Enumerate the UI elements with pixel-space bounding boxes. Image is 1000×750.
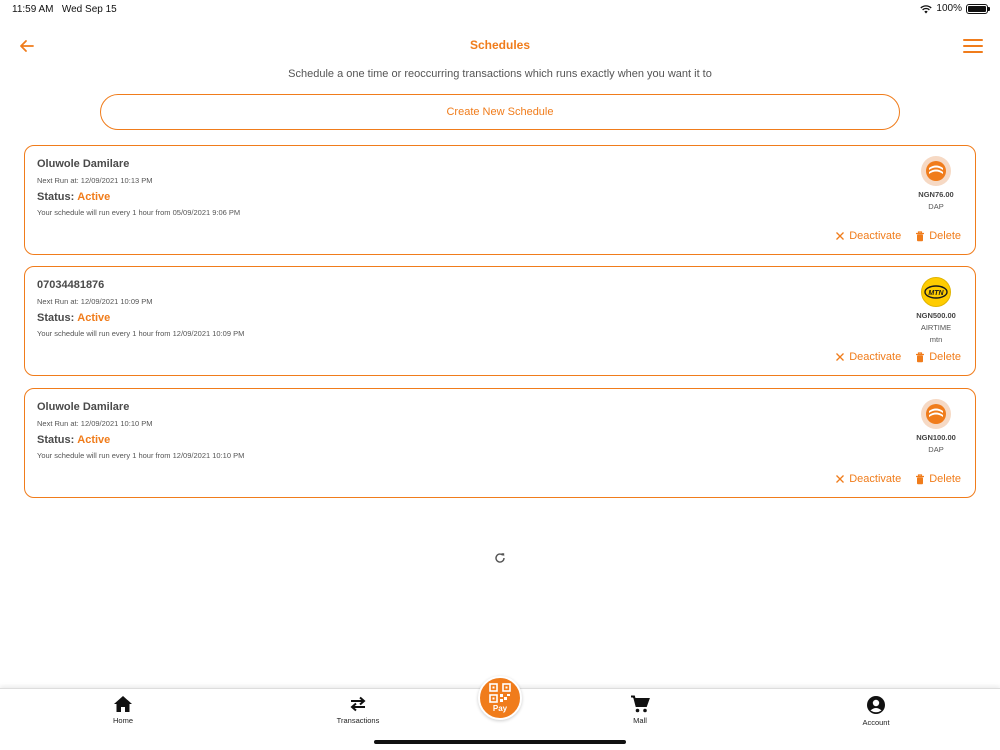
home-indicator <box>374 740 626 744</box>
schedule-description: Your schedule will run every 1 hour from 12/09/2021 10:09 PM <box>37 329 245 338</box>
deactivate-button[interactable]: Deactivate <box>835 473 901 485</box>
tab-transactions-label: Transactions <box>336 716 380 725</box>
refresh-button[interactable] <box>493 551 507 565</box>
swap-arrows-icon <box>348 695 368 713</box>
schedule-card[interactable] <box>24 388 976 498</box>
status-bar <box>0 0 1000 20</box>
mtn-logo <box>921 277 951 307</box>
tab-transactions[interactable] <box>318 695 398 725</box>
trash-icon <box>915 231 925 242</box>
schedule-description: Your schedule will run every 1 hour from 12/09/2021 10:10 PM <box>37 451 245 460</box>
pay-button[interactable] <box>478 676 522 720</box>
trash-icon <box>915 474 925 485</box>
schedule-status: Status: Active <box>37 191 111 203</box>
status-indicators <box>920 3 988 14</box>
delete-button[interactable]: Delete <box>915 351 961 363</box>
shopping-cart-icon <box>630 695 650 713</box>
schedule-amount: NGN76.00 <box>918 190 954 199</box>
schedule-card[interactable] <box>24 145 976 255</box>
pay-label: Pay <box>492 704 508 713</box>
close-icon <box>835 474 845 484</box>
battery-icon <box>966 4 988 14</box>
close-icon <box>835 352 845 362</box>
biller-info <box>911 277 961 344</box>
status-badge: Active <box>77 434 111 446</box>
tab-mall[interactable] <box>600 695 680 725</box>
schedule-card[interactable] <box>24 266 976 376</box>
trash-icon <box>915 352 925 363</box>
schedule-status: Status: Active <box>37 434 111 446</box>
tab-mall-label: Mall <box>633 716 647 725</box>
hamburger-menu-icon <box>962 37 984 55</box>
tab-account[interactable] <box>836 695 916 727</box>
qr-code-icon <box>489 683 511 703</box>
home-icon <box>113 695 133 713</box>
refresh-icon <box>493 551 507 565</box>
schedule-title: Oluwole Damilare <box>37 401 130 413</box>
menu-button[interactable] <box>962 37 984 55</box>
page-title: Schedules <box>469 38 531 52</box>
biller-info <box>911 399 961 454</box>
biller-name: DAP <box>928 445 944 454</box>
biller-name: AIRTIME <box>920 323 952 332</box>
next-run: Next Run at: 12/09/2021 10:13 PM <box>37 176 153 185</box>
delete-button[interactable]: Delete <box>915 473 961 485</box>
tab-account-label: Account <box>862 718 890 727</box>
create-schedule-button[interactable]: Create New Schedule <box>100 94 900 130</box>
schedule-amount: NGN500.00 <box>916 311 956 320</box>
account-circle-icon <box>866 695 886 715</box>
tab-home-label: Home <box>112 716 133 725</box>
network-name: mtn <box>929 335 943 344</box>
biller-info <box>911 156 961 211</box>
wifi-icon <box>920 4 932 14</box>
svg-text:MTN: MTN <box>928 289 944 297</box>
schedule-title: Oluwole Damilare <box>37 158 130 170</box>
card-actions <box>835 473 961 485</box>
status-time: 11:59 AM Wed Sep 15 <box>12 4 117 15</box>
next-run: Next Run at: 12/09/2021 10:10 PM <box>37 419 153 428</box>
schedule-title: 07034481876 <box>37 279 105 291</box>
status-badge: Active <box>77 312 111 324</box>
card-actions <box>835 230 961 242</box>
page-subtitle: Schedule a one time or reoccurring transactions which runs exactly when you want it to <box>288 68 712 80</box>
dap-logo <box>921 399 951 429</box>
battery-percent: 100% <box>936 3 962 14</box>
status-badge: Active <box>77 191 111 203</box>
schedule-description: Your schedule will run every 1 hour from 05/09/2021 9:06 PM <box>37 208 241 217</box>
biller-name: DAP <box>928 202 944 211</box>
nav-header <box>0 30 1000 60</box>
schedule-status: Status: Active <box>37 312 111 324</box>
card-actions <box>835 351 961 363</box>
tab-home[interactable] <box>83 695 163 725</box>
schedule-amount: NGN100.00 <box>916 433 956 442</box>
next-run: Next Run at: 12/09/2021 10:09 PM <box>37 297 153 306</box>
close-icon <box>835 231 845 241</box>
delete-button[interactable]: Delete <box>915 230 961 242</box>
deactivate-button[interactable]: Deactivate <box>835 230 901 242</box>
deactivate-button[interactable]: Deactivate <box>835 351 901 363</box>
dap-logo <box>921 156 951 186</box>
